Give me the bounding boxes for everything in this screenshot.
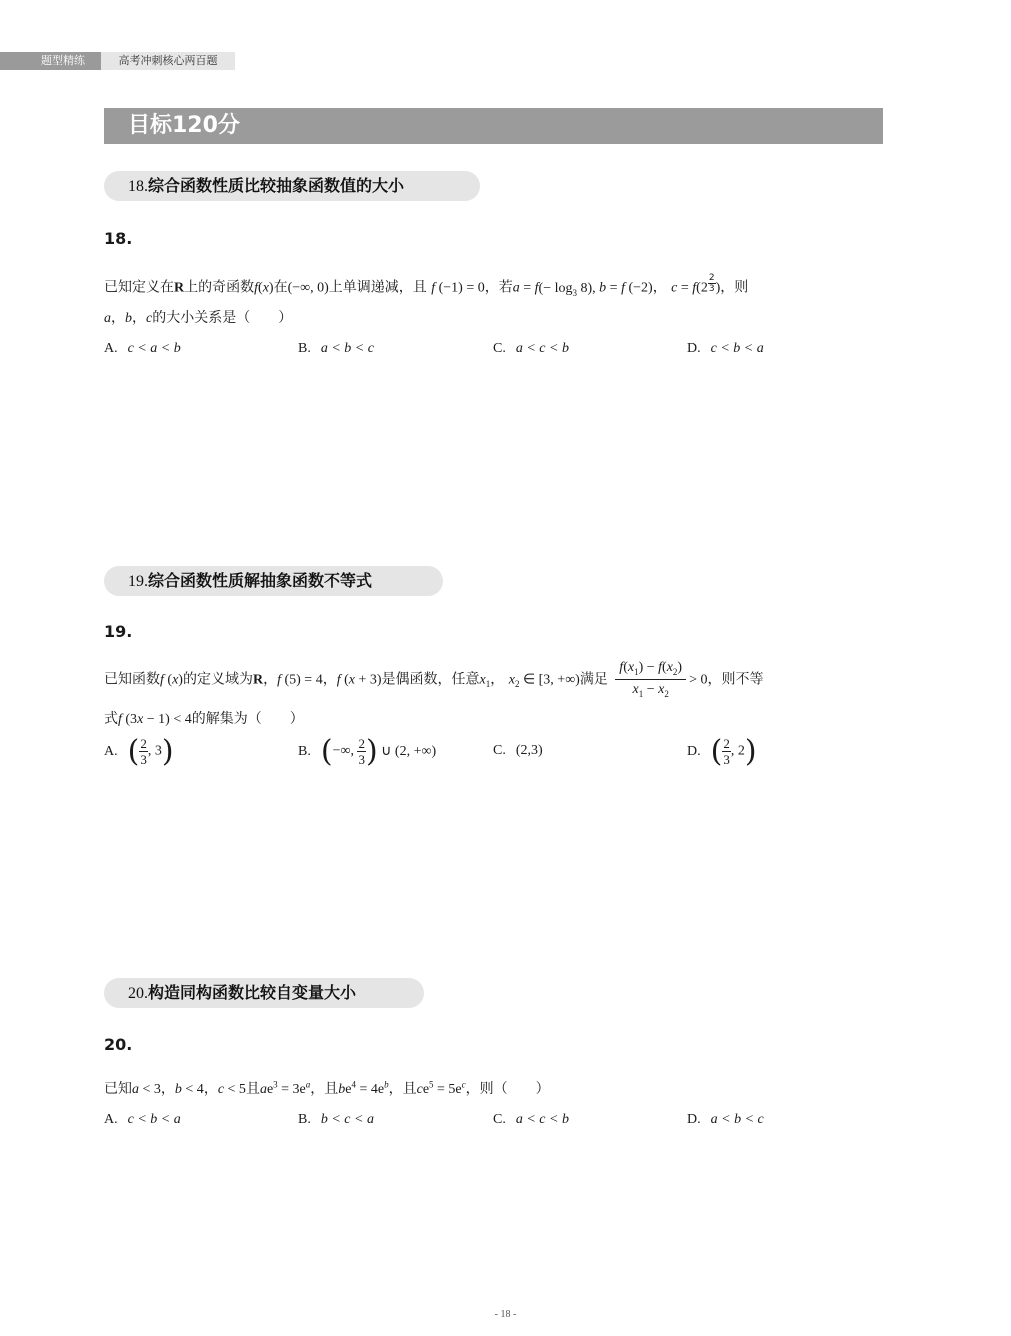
section-number: 18.: [128, 178, 148, 195]
q18-text: ，若: [484, 279, 513, 296]
option-value: (2,3): [515, 743, 543, 758]
q20-text: ，则（ ）: [465, 1081, 550, 1097]
section-number: 19.: [128, 573, 148, 590]
section-title: 综合函数性质比较抽象函数值的大小: [148, 176, 405, 195]
option-value: a < c < b: [515, 341, 569, 356]
q19-option-c[interactable]: [493, 743, 543, 759]
q19-text: 满足: [579, 671, 608, 688]
q20-text: 且: [245, 1081, 260, 1097]
q19-option-b[interactable]: B. (−∞, $\frac{2}{3}$ ) ∪ (2, +∞): [298, 734, 437, 769]
question-18-text-line1: 已知定义在R上的奇函数f(x)在(−∞, 0)上单调递减，且 f (−1) = 0，若$a = f(- \log_3 8)$, b = f (−2)， c = f(2 $^{\frac{2}{3}}$ )，则: [104, 273, 749, 298]
q19-text: ，则不等: [707, 671, 764, 688]
section-number: 20.: [128, 985, 148, 1002]
q19-text: 式: [104, 711, 118, 727]
question-18-number: 18.: [104, 229, 133, 248]
option-label: D.: [687, 341, 701, 356]
option-label: D.: [687, 743, 701, 759]
q18-text: ，: [132, 310, 146, 326]
option-value: a < b < c: [320, 341, 374, 356]
option-label: C.: [493, 1112, 506, 1127]
q20-option-a[interactable]: [104, 1112, 181, 1128]
q20-text: ，: [203, 1081, 218, 1097]
option-label: A.: [104, 341, 118, 356]
section-title: 构造同构函数比较自变量大小: [148, 983, 357, 1002]
q18-text: ，: [111, 310, 125, 326]
q20-text: 已知: [104, 1081, 132, 1097]
q19-option-d[interactable]: D. ( $\frac{2}{3}$ , 2): [687, 734, 757, 769]
q18-text: 已知定义在: [104, 279, 174, 296]
q18-text: 上的奇函数: [184, 279, 255, 296]
q20-text: ，: [160, 1081, 175, 1097]
q18-option-c[interactable]: [493, 341, 569, 357]
q19-text: ，: [322, 671, 337, 688]
option-label: D.: [687, 1112, 701, 1127]
level-banner: 目标120分: [104, 108, 883, 144]
q19-text: ，: [263, 671, 278, 688]
q19-text: 是偶函数，任意: [381, 671, 480, 688]
q19-text: 已知函数: [104, 671, 160, 688]
q18-text: ，则: [720, 279, 749, 296]
question-20-number: 20.: [104, 1035, 133, 1054]
q18-text: 在: [273, 279, 288, 296]
question-18-text-line2: a，b，c的大小关系是（ ）: [104, 310, 293, 326]
q18-option-b[interactable]: [298, 341, 374, 357]
section-18-heading: [104, 171, 480, 201]
option-value: a < b < c: [710, 1112, 764, 1127]
section-19-heading: [104, 566, 443, 596]
q20-option-c[interactable]: [493, 1112, 569, 1128]
question-19-text-line2: 式f (3x − 1) < 4的解集为（ ）: [104, 711, 304, 727]
option-value: c < a < b: [127, 341, 181, 356]
option-value: c < b < a: [127, 1112, 181, 1127]
q20-text: ，且: [388, 1081, 417, 1097]
option-label: B.: [298, 341, 311, 356]
q20-option-d[interactable]: [687, 1112, 764, 1128]
header-tab-category: 题型精练: [0, 52, 101, 70]
option-label: B.: [298, 743, 311, 759]
q19-option-a[interactable]: A. ( $\frac{2}{3}$ , 3): [104, 734, 174, 769]
section-20-heading: [104, 978, 424, 1008]
difference-quotient-fraction: $\frac{f(x_1) - f(x_2)}{x_1 - x_2}$: [615, 660, 686, 699]
q18-option-a[interactable]: [104, 341, 181, 357]
q18-text: 的大小关系是（ ）: [152, 310, 293, 326]
section-title: 综合函数性质解抽象函数不等式: [148, 571, 373, 590]
q19-text: 的解集为（ ）: [191, 711, 304, 727]
q18-text: 上单调递减，且: [328, 279, 427, 296]
q19-text: 的定义域为: [182, 671, 253, 688]
question-19-number: 19.: [104, 622, 133, 641]
option-label: C.: [493, 743, 506, 758]
question-20-text: 已知a < 3，b < 4，c < 5且$ae^3 = 3e^a$，且$be^4 = 4e^b$，且$ce^5 = 5e^c$，则（ ）: [104, 1079, 550, 1097]
q20-option-b[interactable]: [298, 1112, 374, 1128]
question-19-text-line1: 已知函数f (x)的定义域为R，f (5) = 4，f (x + 3)是偶函数，任意$x_1$， $x_2$ ∈ [3, +∞)满足 $\frac{f(x_1) - f(x_2)}{x_1 - x_2}$ > 0，则不等: [104, 660, 764, 699]
page-number: - 18 -: [494, 1309, 517, 1320]
header-tab-book: 高考冲刺核心两百题: [101, 52, 235, 70]
option-label: A.: [104, 743, 118, 759]
option-label: C.: [493, 341, 506, 356]
option-value: c < b < a: [710, 341, 764, 356]
option-label: B.: [298, 1112, 311, 1127]
q20-text: ，且: [310, 1081, 339, 1097]
option-value: b < c < a: [320, 1112, 374, 1127]
q18-option-d[interactable]: [687, 341, 764, 357]
option-value: a < c < b: [515, 1112, 569, 1127]
option-label: A.: [104, 1112, 118, 1127]
